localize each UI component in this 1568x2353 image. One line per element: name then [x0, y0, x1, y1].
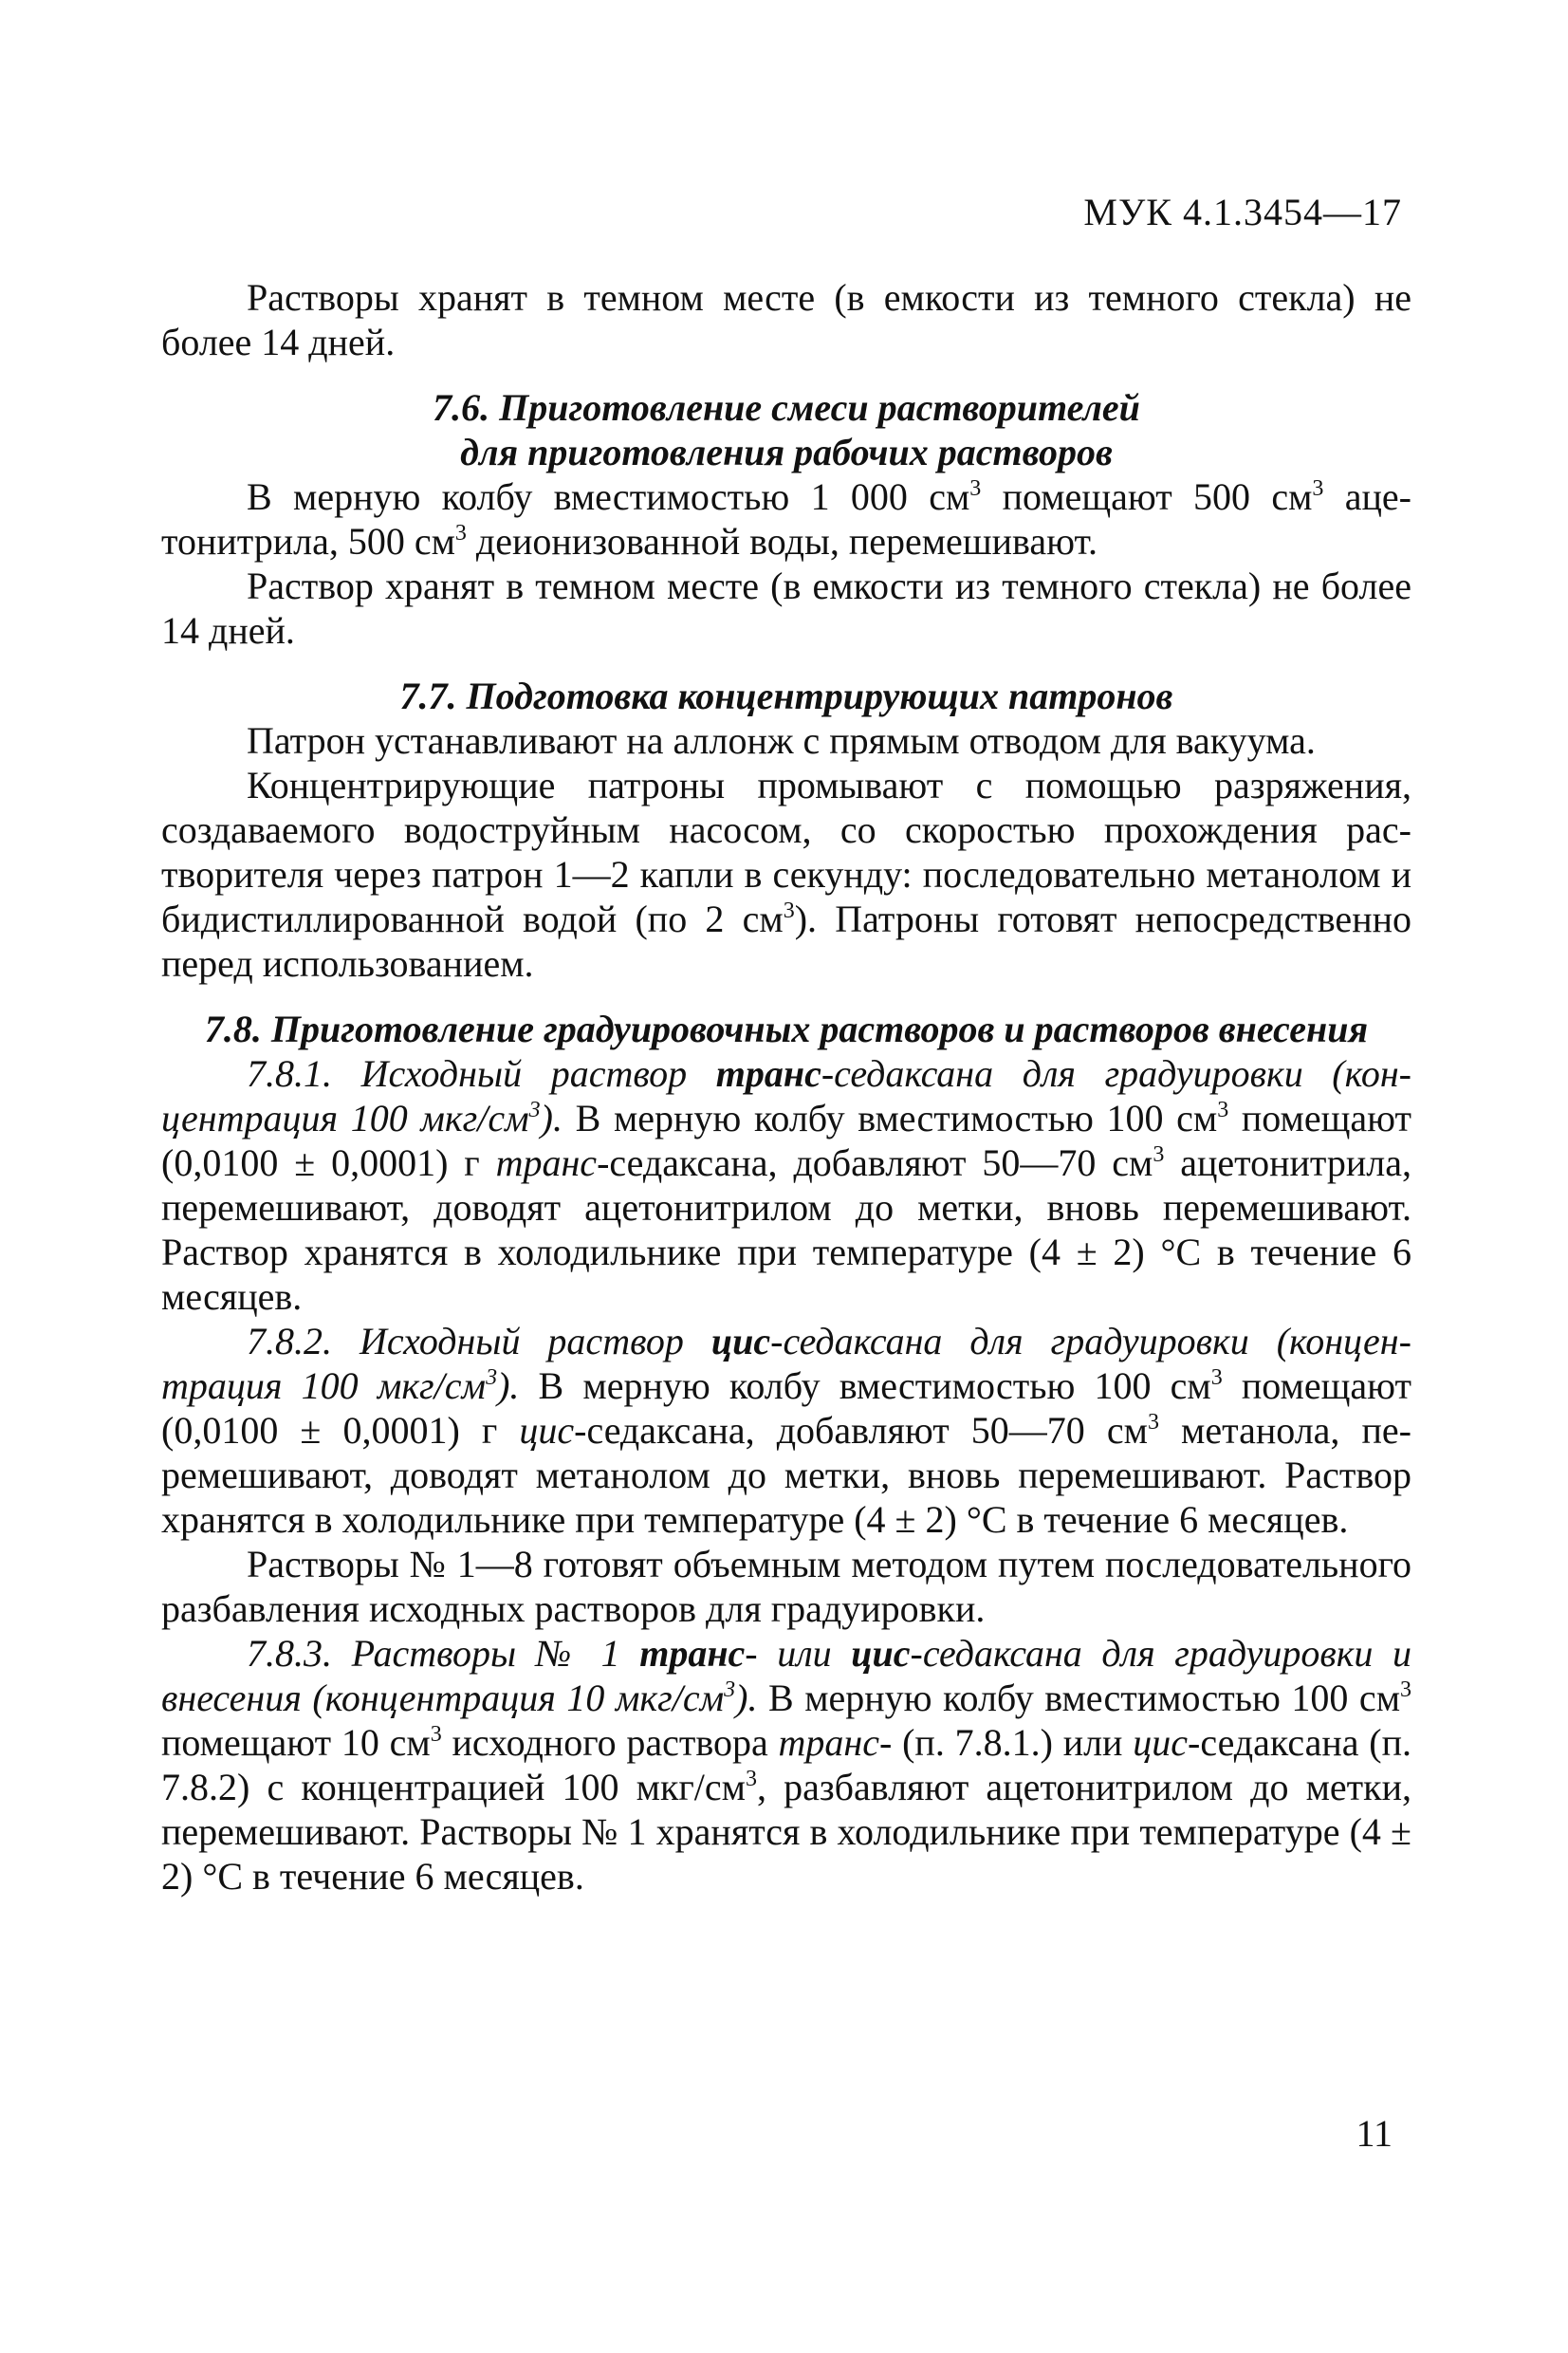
section-7-7-paragraph-1: Патрон устанавливают на аллонж с прямым отводом для вакуума. — [247, 719, 1316, 762]
text-run: исходного раствора — [441, 1721, 779, 1764]
page-body — [161, 275, 1411, 1899]
section-7-7-heading: 7.7. Подготовка концентрирующих патронов — [399, 675, 1173, 717]
text-run: помещают (0,0100 ± 0,0001) г — [161, 1097, 1411, 1184]
superscript: 3 — [1147, 1410, 1159, 1435]
text-run: транс — [715, 1052, 821, 1095]
text-run: ). — [735, 1677, 758, 1719]
text-run: -седаксана, добавляют 50—70 см — [597, 1141, 1153, 1184]
section-7-8-3-paragraph — [161, 1631, 1411, 1899]
paragraph-storage-note: Растворы хранят в темном месте (в емкости из темного стекла) не более 14 дней. — [161, 276, 1411, 363]
superscript: 3 — [430, 1722, 442, 1747]
text-run: цис — [1133, 1721, 1189, 1764]
superscript: 3 — [1400, 1677, 1412, 1702]
text-run: транс — [639, 1632, 746, 1675]
superscript: 3 — [1312, 476, 1324, 501]
text-run: ). Патроны готовят непосредственно перед использованием. — [161, 898, 1412, 985]
text-run: деионизованной воды, перемешивают. — [466, 520, 1098, 563]
text-run: В мерную колбу вместимостью 100 см — [519, 1364, 1211, 1407]
text-run: транс- — [778, 1721, 893, 1764]
text-run: Концентрирующие патроны промывают с помощью разряжения, создаваемого водоструйным насосом, со скоростью прохождения растворителя через патрон 1—2 капли в секунду: последовательно метанолом и бидистиллированной водой (по 2 см — [161, 764, 1411, 940]
superscript: 3 — [486, 1365, 498, 1390]
text-run: ацетонитрила, перемешивают, доводят ацетонитрилом до метки, вновь перемешивают. Раствор хранятся в холодильнике при температуре (4 ± 2) °С в течение 6 месяцев. — [161, 1141, 1411, 1318]
superscript: 3 — [783, 899, 795, 923]
text-run: ). — [497, 1364, 520, 1407]
text-run: транс — [495, 1141, 598, 1184]
text-run: цис — [851, 1632, 911, 1675]
text-run: цис — [710, 1320, 771, 1362]
text-run: помещают 500 см — [981, 475, 1313, 518]
text-run: В мерную колбу вместимостью 100 см — [562, 1097, 1218, 1139]
superscript: 3 — [724, 1677, 736, 1702]
section-7-8-heading: 7.8. Приготовление градуировочных растворов и растворов внесения — [204, 1008, 1369, 1050]
text-run: помещают 10 см — [161, 1721, 431, 1764]
text-run: (п. 7.8.1.) или — [892, 1721, 1134, 1764]
section-7-6-paragraph-2: Раствор хранят в темном месте (в емкости из темного стекла) не более 14 дней. — [161, 565, 1411, 652]
text-run: метанола, перемешивают, доводят метанолом до метки, вновь перемешивают. Раствор хранятся в холодильнике при температуре (4 ± 2) °С в течение 6 месяцев. — [161, 1409, 1411, 1541]
text-run: - или — [745, 1632, 852, 1675]
text-run: -седаксана, добавляют 50—70 см — [574, 1409, 1148, 1452]
superscript: 3 — [1210, 1365, 1223, 1390]
section-7-8-series-paragraph: Растворы № 1—8 готовят объемным методом путем последовательного разбавления исходных растворов для градуировки. — [161, 1543, 1411, 1630]
text-run: 7.8.2. Исходный раствор — [247, 1320, 711, 1362]
section-7-6-heading-line2: для приготовления рабочих растворов — [460, 431, 1113, 473]
text-run: В мерную колбу вместимостью 1 000 см — [247, 475, 970, 518]
text-run: -седаксана для градуировки (концентрация 100 мкг/см — [161, 1320, 1411, 1407]
text-run: ). — [540, 1097, 563, 1139]
superscript: 3 — [1217, 1098, 1229, 1122]
text-run: В мерную колбу вместимостью 100 см — [757, 1677, 1401, 1719]
section-7-7-paragraph-2 — [161, 763, 1411, 986]
text-run: ацетонитрила, 500 см — [161, 475, 1411, 563]
section-7-8-1-paragraph — [161, 1051, 1411, 1319]
section-7-6-heading-line1: 7.6. Приготовление смеси растворителей — [433, 386, 1140, 429]
text-run: цис — [519, 1409, 575, 1452]
superscript: 3 — [1153, 1142, 1165, 1167]
text-run: -седаксана (п. 7.8.2) с концентрацией 100 мкг/см — [161, 1721, 1412, 1808]
superscript: 3 — [454, 521, 467, 546]
superscript: 3 — [969, 476, 982, 501]
section-7-8-2-paragraph — [161, 1319, 1411, 1542]
superscript: 3 — [528, 1098, 541, 1122]
text-run: -седаксана для градуировки и внесения (концентрация 10 мкг/см — [161, 1632, 1411, 1719]
text-run: 7.8.1. Исходный раствор — [247, 1052, 716, 1095]
text-run: -седаксана для градуировки (концентрация 100 мкг/см — [161, 1052, 1411, 1139]
text-run: помещают (0,0100 ± 0,0001) г — [161, 1364, 1412, 1452]
page-number: 11 — [1356, 2112, 1393, 2155]
text-run: 7.8.3. Растворы № 1 — [247, 1632, 640, 1675]
superscript: 3 — [745, 1767, 757, 1791]
text-run: , разбавляют ацетонитрилом до метки, перемешивают. Растворы № 1 хранятся в холодильнике при температуре (4 ± 2) °С в течение 6 месяцев. — [161, 1766, 1411, 1898]
document-code-header: МУК 4.1.3454—17 — [1083, 191, 1402, 233]
section-7-6-paragraph-1 — [161, 474, 1411, 564]
